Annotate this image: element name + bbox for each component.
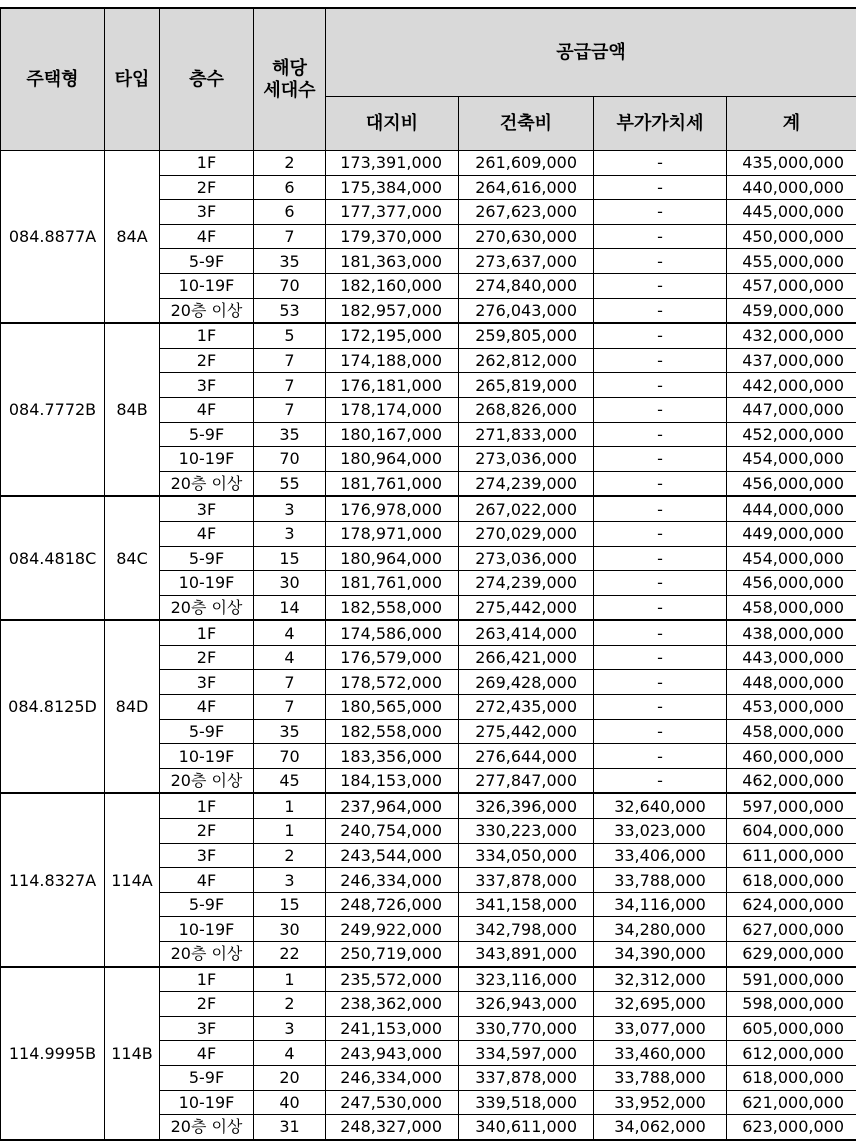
cell-total: 432,000,000 (727, 323, 856, 348)
cell-units: 7 (254, 397, 326, 422)
cell-units: 55 (254, 471, 326, 496)
cell-vat: 32,695,000 (594, 992, 727, 1017)
cell-vat: - (594, 571, 727, 596)
cell-vat: 33,952,000 (594, 1090, 727, 1115)
cell-building-price: 343,891,000 (459, 942, 594, 967)
cell-total: 462,000,000 (727, 768, 856, 793)
cell-vat: 33,788,000 (594, 868, 727, 893)
cell-building-price: 269,428,000 (459, 670, 594, 695)
cell-units: 1 (254, 819, 326, 844)
cell-floor: 5-9F (160, 249, 254, 274)
cell-vat: 33,788,000 (594, 1065, 727, 1090)
cell-vat: - (594, 298, 727, 323)
cell-total: 444,000,000 (727, 496, 856, 521)
cell-floor: 4F (160, 695, 254, 720)
cell-total: 452,000,000 (727, 422, 856, 447)
cell-total: 450,000,000 (727, 224, 856, 249)
cell-units: 6 (254, 175, 326, 200)
cell-land-price: 178,971,000 (326, 521, 459, 546)
cell-floor: 5-9F (160, 1065, 254, 1090)
cell-land-price: 248,726,000 (326, 892, 459, 917)
cell-units: 2 (254, 992, 326, 1017)
cell-floor: 20층 이상 (160, 298, 254, 323)
cell-building-price: 276,644,000 (459, 744, 594, 769)
cell-floor: 3F (160, 843, 254, 868)
cell-floor: 5-9F (160, 422, 254, 447)
cell-vat: - (594, 744, 727, 769)
cell-total: 618,000,000 (727, 868, 856, 893)
cell-building-price: 270,029,000 (459, 521, 594, 546)
cell-total: 442,000,000 (727, 373, 856, 398)
cell-land-price: 248,327,000 (326, 1115, 459, 1140)
cell-land-price: 180,167,000 (326, 422, 459, 447)
cell-units: 35 (254, 422, 326, 447)
cell-units: 3 (254, 496, 326, 521)
cell-total: 624,000,000 (727, 892, 856, 917)
cell-units: 31 (254, 1115, 326, 1140)
cell-floor: 4F (160, 397, 254, 422)
cell-building-price: 277,847,000 (459, 768, 594, 793)
table-row (1, 967, 856, 992)
cell-vat: - (594, 546, 727, 571)
cell-vat: - (594, 200, 727, 225)
cell-units: 7 (254, 373, 326, 398)
cell-total: 460,000,000 (727, 744, 856, 769)
cell-building-price: 323,116,000 (459, 967, 594, 992)
cell-type: 84D (105, 620, 160, 793)
cell-vat: - (594, 595, 727, 620)
table-row (1, 323, 856, 348)
cell-building-price: 267,022,000 (459, 496, 594, 521)
cell-building-price: 273,036,000 (459, 447, 594, 472)
cell-total: 447,000,000 (727, 397, 856, 422)
cell-vat: - (594, 249, 727, 274)
cell-units: 7 (254, 348, 326, 373)
cell-land-price: 180,565,000 (326, 695, 459, 720)
cell-building-price: 276,043,000 (459, 298, 594, 323)
cell-total: 597,000,000 (727, 793, 856, 818)
cell-units: 2 (254, 843, 326, 868)
table-row (1, 151, 856, 176)
table-row (1, 620, 856, 645)
cell-building-price: 265,819,000 (459, 373, 594, 398)
cell-vat: - (594, 496, 727, 521)
cell-floor: 1F (160, 151, 254, 176)
cell-total: 457,000,000 (727, 273, 856, 298)
table-row (1, 793, 856, 818)
header-vat: 부가가치세 (594, 97, 727, 151)
cell-land-price: 181,761,000 (326, 571, 459, 596)
cell-vat: - (594, 224, 727, 249)
cell-building-price: 263,414,000 (459, 620, 594, 645)
cell-land-price: 179,370,000 (326, 224, 459, 249)
cell-vat: 33,460,000 (594, 1041, 727, 1066)
cell-total: 448,000,000 (727, 670, 856, 695)
cell-floor: 3F (160, 200, 254, 225)
cell-vat: 33,077,000 (594, 1016, 727, 1041)
cell-vat: 34,116,000 (594, 892, 727, 917)
cell-building-price: 273,637,000 (459, 249, 594, 274)
cell-building-price: 273,036,000 (459, 546, 594, 571)
header-units-label: 해당 세대수 (263, 58, 315, 101)
cell-land-price: 182,558,000 (326, 719, 459, 744)
cell-vat: - (594, 768, 727, 793)
cell-units: 5 (254, 323, 326, 348)
cell-vat: - (594, 422, 727, 447)
cell-land-price: 178,174,000 (326, 397, 459, 422)
cell-floor: 20층 이상 (160, 942, 254, 967)
cell-total: 449,000,000 (727, 521, 856, 546)
cell-units: 30 (254, 571, 326, 596)
cell-vat: - (594, 719, 727, 744)
cell-building-price: 330,770,000 (459, 1016, 594, 1041)
cell-total: 598,000,000 (727, 992, 856, 1017)
cell-total: 445,000,000 (727, 200, 856, 225)
cell-floor: 10-19F (160, 1090, 254, 1115)
cell-total: 437,000,000 (727, 348, 856, 373)
cell-land-price: 180,964,000 (326, 447, 459, 472)
cell-vat: 34,390,000 (594, 942, 727, 967)
cell-housing-type: 084.4818C (1, 496, 105, 620)
cell-total: 455,000,000 (727, 249, 856, 274)
cell-units: 35 (254, 719, 326, 744)
cell-building-price: 337,878,000 (459, 868, 594, 893)
cell-land-price: 235,572,000 (326, 967, 459, 992)
header-type: 타입 (105, 8, 160, 151)
cell-floor: 20층 이상 (160, 471, 254, 496)
cell-building-price: 268,826,000 (459, 397, 594, 422)
cell-vat: - (594, 323, 727, 348)
cell-land-price: 172,195,000 (326, 323, 459, 348)
cell-land-price: 183,356,000 (326, 744, 459, 769)
cell-building-price: 259,805,000 (459, 323, 594, 348)
cell-floor: 10-19F (160, 917, 254, 942)
cell-land-price: 175,384,000 (326, 175, 459, 200)
cell-total: 440,000,000 (727, 175, 856, 200)
cell-units: 7 (254, 670, 326, 695)
cell-building-price: 264,616,000 (459, 175, 594, 200)
cell-type: 114A (105, 793, 160, 966)
cell-total: 623,000,000 (727, 1115, 856, 1140)
cell-building-price: 342,798,000 (459, 917, 594, 942)
cell-floor: 10-19F (160, 447, 254, 472)
cell-land-price: 243,544,000 (326, 843, 459, 868)
cell-floor: 2F (160, 819, 254, 844)
table-row (1, 496, 856, 521)
cell-land-price: 176,978,000 (326, 496, 459, 521)
cell-land-price: 182,558,000 (326, 595, 459, 620)
header-supply-price: 공급금액 (326, 8, 856, 97)
cell-floor: 3F (160, 670, 254, 695)
cell-building-price: 334,050,000 (459, 843, 594, 868)
cell-land-price: 240,754,000 (326, 819, 459, 844)
cell-floor: 10-19F (160, 273, 254, 298)
cell-land-price: 243,943,000 (326, 1041, 459, 1066)
cell-vat: 33,023,000 (594, 819, 727, 844)
cell-type: 114B (105, 967, 160, 1140)
cell-floor: 1F (160, 793, 254, 818)
cell-floor: 3F (160, 1016, 254, 1041)
cell-land-price: 176,579,000 (326, 645, 459, 670)
cell-vat: - (594, 645, 727, 670)
price-table-container (0, 7, 856, 1141)
cell-building-price: 337,878,000 (459, 1065, 594, 1090)
cell-vat: - (594, 471, 727, 496)
cell-building-price: 326,943,000 (459, 992, 594, 1017)
cell-floor: 2F (160, 175, 254, 200)
cell-land-price: 173,391,000 (326, 151, 459, 176)
cell-vat: 32,312,000 (594, 967, 727, 992)
cell-building-price: 261,609,000 (459, 151, 594, 176)
cell-building-price: 341,158,000 (459, 892, 594, 917)
cell-building-price: 334,597,000 (459, 1041, 594, 1066)
cell-vat: - (594, 670, 727, 695)
cell-land-price: 177,377,000 (326, 200, 459, 225)
cell-vat: - (594, 447, 727, 472)
cell-building-price: 275,442,000 (459, 595, 594, 620)
cell-units: 70 (254, 744, 326, 769)
cell-total: 435,000,000 (727, 151, 856, 176)
cell-floor: 10-19F (160, 744, 254, 769)
cell-floor: 5-9F (160, 546, 254, 571)
cell-units: 70 (254, 273, 326, 298)
cell-units: 1 (254, 793, 326, 818)
cell-building-price: 267,623,000 (459, 200, 594, 225)
cell-total: 456,000,000 (727, 471, 856, 496)
cell-land-price: 238,362,000 (326, 992, 459, 1017)
cell-floor: 4F (160, 868, 254, 893)
cell-floor: 3F (160, 373, 254, 398)
cell-land-price: 176,181,000 (326, 373, 459, 398)
cell-units: 3 (254, 1016, 326, 1041)
cell-building-price: 271,833,000 (459, 422, 594, 447)
cell-land-price: 249,922,000 (326, 917, 459, 942)
cell-total: 458,000,000 (727, 719, 856, 744)
header-floor: 층수 (160, 8, 254, 151)
cell-building-price: 270,630,000 (459, 224, 594, 249)
cell-building-price: 340,611,000 (459, 1115, 594, 1140)
cell-units: 45 (254, 768, 326, 793)
cell-vat: - (594, 373, 727, 398)
cell-total: 453,000,000 (727, 695, 856, 720)
cell-housing-type: 084.8877A (1, 151, 105, 324)
cell-units: 4 (254, 1041, 326, 1066)
cell-total: 456,000,000 (727, 571, 856, 596)
cell-floor: 20층 이상 (160, 1115, 254, 1140)
cell-units: 35 (254, 249, 326, 274)
cell-floor: 1F (160, 967, 254, 992)
cell-land-price: 182,957,000 (326, 298, 459, 323)
cell-units: 15 (254, 546, 326, 571)
cell-units: 40 (254, 1090, 326, 1115)
cell-floor: 5-9F (160, 892, 254, 917)
cell-vat: - (594, 521, 727, 546)
cell-total: 629,000,000 (727, 942, 856, 967)
cell-floor: 2F (160, 348, 254, 373)
table-body (1, 151, 856, 1140)
cell-units: 70 (254, 447, 326, 472)
cell-floor: 2F (160, 992, 254, 1017)
cell-building-price: 266,421,000 (459, 645, 594, 670)
cell-land-price: 184,153,000 (326, 768, 459, 793)
cell-total: 454,000,000 (727, 447, 856, 472)
cell-vat: 32,640,000 (594, 793, 727, 818)
cell-building-price: 275,442,000 (459, 719, 594, 744)
cell-vat: - (594, 397, 727, 422)
header-building: 건축비 (459, 97, 594, 151)
cell-total: 459,000,000 (727, 298, 856, 323)
header-land: 대지비 (326, 97, 459, 151)
cell-total: 605,000,000 (727, 1016, 856, 1041)
cell-units: 4 (254, 645, 326, 670)
cell-total: 458,000,000 (727, 595, 856, 620)
cell-land-price: 180,964,000 (326, 546, 459, 571)
cell-land-price: 246,334,000 (326, 1065, 459, 1090)
cell-units: 3 (254, 521, 326, 546)
cell-land-price: 237,964,000 (326, 793, 459, 818)
cell-building-price: 330,223,000 (459, 819, 594, 844)
table-header (1, 8, 856, 151)
cell-land-price: 246,334,000 (326, 868, 459, 893)
cell-land-price: 181,363,000 (326, 249, 459, 274)
cell-vat: 34,062,000 (594, 1115, 727, 1140)
cell-land-price: 174,586,000 (326, 620, 459, 645)
cell-units: 6 (254, 200, 326, 225)
cell-total: 627,000,000 (727, 917, 856, 942)
cell-land-price: 174,188,000 (326, 348, 459, 373)
cell-floor: 4F (160, 224, 254, 249)
cell-vat: - (594, 695, 727, 720)
cell-floor: 3F (160, 496, 254, 521)
cell-land-price: 182,160,000 (326, 273, 459, 298)
cell-building-price: 272,435,000 (459, 695, 594, 720)
cell-total: 604,000,000 (727, 819, 856, 844)
cell-total: 454,000,000 (727, 546, 856, 571)
cell-type: 84B (105, 323, 160, 496)
cell-floor: 2F (160, 645, 254, 670)
cell-units: 30 (254, 917, 326, 942)
cell-land-price: 250,719,000 (326, 942, 459, 967)
cell-type: 84A (105, 151, 160, 324)
cell-vat: - (594, 348, 727, 373)
cell-vat: - (594, 620, 727, 645)
cell-total: 443,000,000 (727, 645, 856, 670)
cell-floor: 5-9F (160, 719, 254, 744)
cell-units: 7 (254, 224, 326, 249)
cell-vat: 34,280,000 (594, 917, 727, 942)
cell-floor: 4F (160, 521, 254, 546)
cell-vat: - (594, 151, 727, 176)
header-units (254, 8, 326, 151)
cell-housing-type: 114.8327A (1, 793, 105, 966)
cell-units: 20 (254, 1065, 326, 1090)
cell-vat: - (594, 273, 727, 298)
cell-type: 84C (105, 496, 160, 620)
cell-land-price: 247,530,000 (326, 1090, 459, 1115)
cell-floor: 20층 이상 (160, 595, 254, 620)
cell-total: 618,000,000 (727, 1065, 856, 1090)
cell-land-price: 241,153,000 (326, 1016, 459, 1041)
cell-floor: 1F (160, 620, 254, 645)
cell-land-price: 181,761,000 (326, 471, 459, 496)
cell-land-price: 178,572,000 (326, 670, 459, 695)
cell-building-price: 326,396,000 (459, 793, 594, 818)
cell-units: 14 (254, 595, 326, 620)
cell-vat: - (594, 175, 727, 200)
cell-building-price: 274,239,000 (459, 571, 594, 596)
cell-units: 53 (254, 298, 326, 323)
cell-units: 22 (254, 942, 326, 967)
cell-total: 611,000,000 (727, 843, 856, 868)
cell-total: 612,000,000 (727, 1041, 856, 1066)
cell-units: 3 (254, 868, 326, 893)
header-total: 계 (727, 97, 856, 151)
cell-total: 438,000,000 (727, 620, 856, 645)
cell-units: 1 (254, 967, 326, 992)
cell-units: 2 (254, 151, 326, 176)
cell-floor: 20층 이상 (160, 768, 254, 793)
header-housing-type: 주택형 (1, 8, 105, 151)
supply-price-table (0, 7, 856, 1141)
cell-floor: 1F (160, 323, 254, 348)
cell-building-price: 274,840,000 (459, 273, 594, 298)
cell-building-price: 262,812,000 (459, 348, 594, 373)
cell-building-price: 339,518,000 (459, 1090, 594, 1115)
cell-floor: 10-19F (160, 571, 254, 596)
cell-housing-type: 084.7772B (1, 323, 105, 496)
cell-units: 15 (254, 892, 326, 917)
cell-total: 621,000,000 (727, 1090, 856, 1115)
cell-housing-type: 114.9995B (1, 967, 105, 1140)
cell-housing-type: 084.8125D (1, 620, 105, 793)
cell-units: 7 (254, 695, 326, 720)
cell-building-price: 274,239,000 (459, 471, 594, 496)
cell-vat: 33,406,000 (594, 843, 727, 868)
cell-total: 591,000,000 (727, 967, 856, 992)
cell-floor: 4F (160, 1041, 254, 1066)
cell-units: 4 (254, 620, 326, 645)
